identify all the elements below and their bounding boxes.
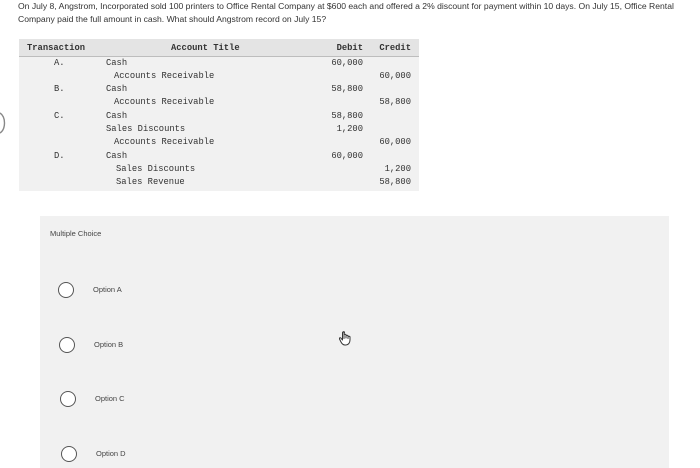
row-account: Accounts Receivable [114, 137, 215, 147]
row-transaction: C. [54, 111, 65, 121]
row-transaction: A. [54, 58, 65, 68]
row-transaction: D. [54, 151, 65, 161]
row-credit: 60,000 [379, 137, 411, 147]
option-d-label[interactable]: Option D [96, 449, 126, 458]
row-account: Sales Discounts [116, 164, 196, 174]
option-b-radio[interactable] [59, 337, 75, 353]
header-transaction: Transaction [27, 43, 86, 53]
header-account-title: Account Title [171, 43, 240, 53]
option-b-label[interactable]: Option B [94, 340, 124, 349]
edge-mark-icon [0, 112, 8, 134]
option-c-label[interactable]: Option C [95, 394, 125, 403]
row-debit: 1,200 [336, 124, 363, 134]
row-debit: 60,000 [331, 151, 363, 161]
header-debit: Debit [336, 43, 363, 53]
header-credit: Credit [379, 43, 411, 53]
row-debit: 60,000 [331, 58, 363, 68]
row-debit: 58,800 [331, 111, 363, 121]
row-credit: 58,800 [379, 177, 411, 187]
multiple-choice-panel [40, 216, 669, 468]
row-account: Sales Revenue [116, 177, 185, 187]
row-debit: 58,800 [331, 84, 363, 94]
row-credit: 1,200 [384, 164, 411, 174]
journal-entries-table [19, 39, 419, 191]
option-c-radio[interactable] [60, 391, 76, 407]
row-account: Accounts Receivable [114, 71, 215, 81]
row-account: Cash [106, 111, 128, 121]
multiple-choice-label: Multiple Choice [50, 229, 102, 238]
row-account: Cash [106, 58, 128, 68]
option-a-label[interactable]: Option A [93, 285, 122, 294]
option-a-radio[interactable] [58, 282, 74, 298]
row-account: Sales Discounts [106, 124, 186, 134]
row-account: Accounts Receivable [114, 97, 215, 107]
option-d-radio[interactable] [61, 446, 77, 462]
row-account: Cash [106, 84, 128, 94]
row-credit: 58,800 [379, 97, 411, 107]
hand-cursor-icon [339, 330, 353, 346]
row-account: Cash [106, 151, 128, 161]
row-credit: 60,000 [379, 71, 411, 81]
row-transaction: B. [54, 84, 65, 94]
question-text: On July 8, Angstrom, Incorporated sold 100 printers to Office Rental Company at $600 each and offered a 2% discount for payment within 10 days. On July 15, Office Rental Company paid the full amount in cash. What should Angstrom record on July 15? [18, 1, 674, 24]
